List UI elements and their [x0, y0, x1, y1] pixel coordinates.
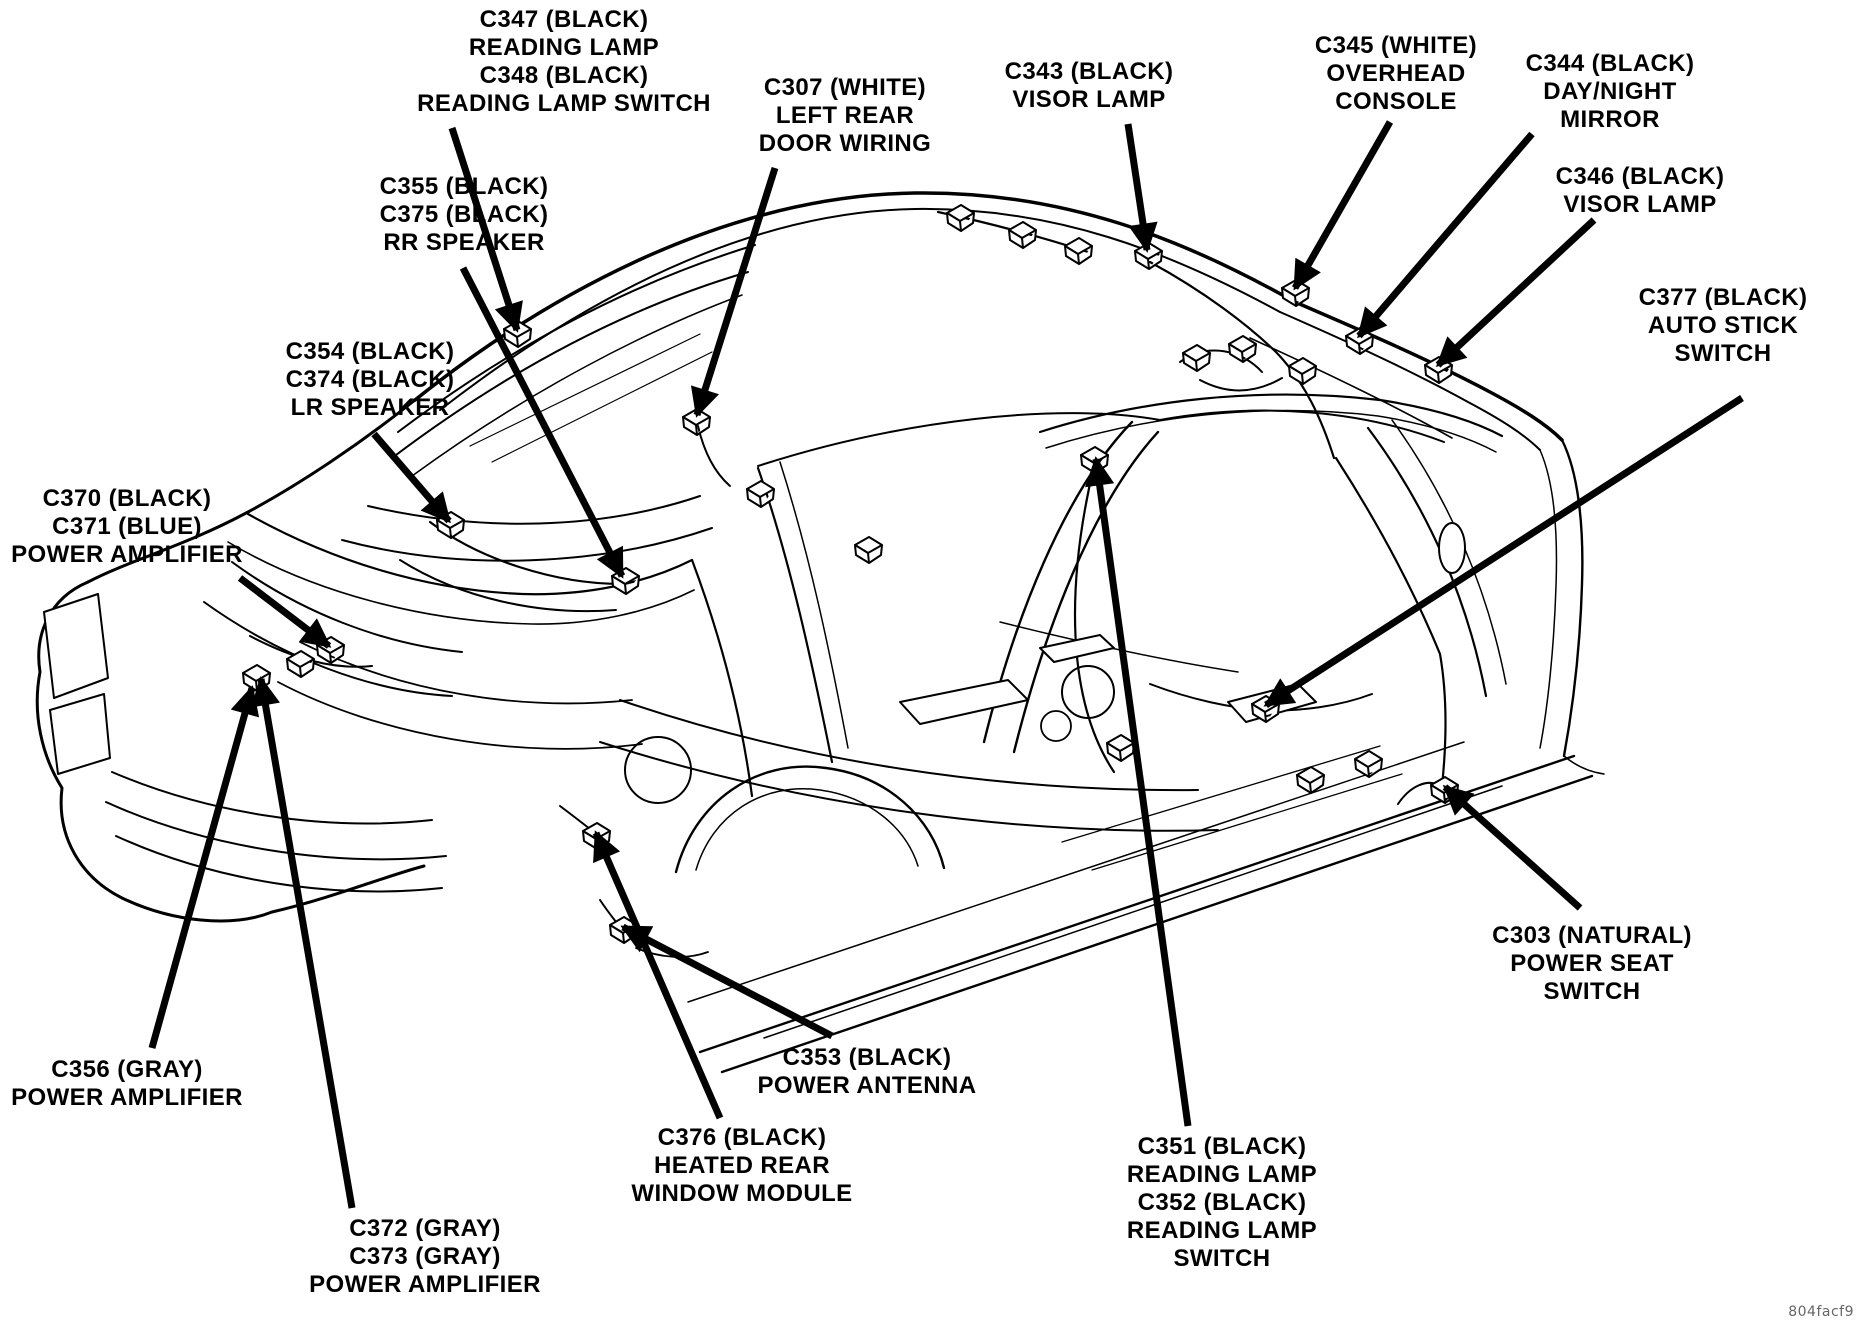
body-panel-shape [900, 680, 1028, 724]
body-line [764, 786, 1502, 1038]
connector-label-line: C355 (BLACK) [379, 173, 549, 200]
connector-label-line: LR SPEAKER [290, 394, 450, 421]
connector-label-line: AUTO STICK [1647, 312, 1799, 339]
body-line [1280, 312, 1540, 450]
connector-label-line: READING LAMP SWITCH [417, 90, 711, 117]
body-detail-circle [625, 737, 691, 803]
connector-label-line: VISOR LAMP [1012, 86, 1166, 113]
body-line [1062, 746, 1380, 842]
connector-label-line: C373 (GRAY) [349, 1243, 501, 1270]
body-detail-circle [1062, 666, 1114, 718]
body-panel-shape [50, 694, 110, 774]
connector-label-line: DOOR WIRING [758, 130, 932, 157]
connector-label-line: POWER AMPLIFIER [11, 541, 243, 568]
connector-label-line: C356 (GRAY) [51, 1056, 203, 1083]
callout-arrow-c376 [596, 833, 720, 1118]
connector-label-line: C353 (BLACK) [782, 1044, 952, 1071]
connector-label-line: POWER AMPLIFIER [11, 1084, 243, 1111]
wiring-connector-glyph [1355, 751, 1382, 777]
wiring-connector-glyph [243, 665, 270, 691]
connector-label-line: POWER SEAT [1510, 950, 1674, 977]
wiring-connector-glyph [1107, 735, 1134, 761]
connector-label-line: C351 (BLACK) [1137, 1133, 1307, 1160]
body-detail-oval [1439, 523, 1465, 573]
connector-label-line: MIRROR [1560, 106, 1660, 133]
callout-arrow-c347-c348 [452, 128, 517, 330]
body-line [1046, 411, 1496, 452]
connector-label-line: C376 (BLACK) [657, 1124, 827, 1151]
callout-arrow-c354-c374 [374, 434, 449, 521]
connector-label-line: VISOR LAMP [1563, 191, 1717, 218]
connector-label-line: HEATED REAR [654, 1152, 830, 1179]
callout-arrow-c307 [697, 168, 775, 415]
connector-label-line: C348 (BLACK) [479, 62, 649, 89]
callout-arrows [152, 122, 1742, 1208]
callout-arrow-c351-c352 [1096, 459, 1188, 1126]
body-line [116, 836, 442, 891]
body-line [342, 528, 712, 561]
wiring-connector-glyph [1297, 767, 1324, 793]
connector-label-line: C344 (BLACK) [1525, 50, 1695, 77]
callout-arrow-c346 [1438, 220, 1594, 365]
callout-arrow-c355-c375 [463, 268, 622, 576]
connector-label-line: RR SPEAKER [383, 229, 545, 256]
connector-label-line: C370 (BLACK) [42, 485, 212, 512]
watermark-code: 804facf9 [1788, 1304, 1854, 1320]
body-line [1564, 756, 1604, 774]
body-line [1368, 428, 1486, 696]
body-line [780, 462, 848, 748]
connector-label-line: SWITCH [1674, 340, 1772, 367]
body-line [440, 209, 1280, 410]
body-line [696, 789, 918, 870]
connector-label-line: C375 (BLACK) [379, 201, 549, 228]
callout-arrow-c345 [1295, 122, 1390, 288]
connector-label-line: DAY/NIGHT [1543, 78, 1677, 105]
connector-label-line: POWER ANTENNA [757, 1072, 977, 1099]
wiring-connector-glyph [855, 537, 882, 563]
body-line [1250, 338, 1452, 438]
body-line [400, 560, 616, 611]
body-line [1040, 395, 1502, 436]
body-line [112, 772, 432, 823]
connector-label-line: C307 (WHITE) [763, 74, 927, 101]
callout-arrow-c303 [1445, 787, 1580, 908]
connector-label-line: OVERHEAD [1326, 60, 1466, 87]
connector-label-line: SWITCH [1173, 1245, 1271, 1272]
wiring-connector-glyph [1229, 336, 1256, 362]
connector-label-line: C354 (BLACK) [285, 338, 455, 365]
connector-label-line: C346 (BLACK) [1555, 163, 1725, 190]
connector-label-line: C352 (BLACK) [1137, 1189, 1307, 1216]
body-line [692, 560, 752, 796]
body-line [1075, 466, 1114, 772]
connector-label-line: C343 (BLACK) [1004, 58, 1174, 85]
body-line [698, 426, 730, 486]
body-panel-shape [44, 594, 108, 698]
body-line [676, 767, 944, 872]
connector-label-line: C372 (GRAY) [349, 1215, 501, 1242]
connector-label-line: READING LAMP [468, 34, 660, 61]
body-line [278, 682, 642, 749]
body-line [1562, 440, 1582, 756]
body-line [688, 742, 1464, 1002]
body-line [106, 802, 446, 859]
connector-label-line: LEFT REAR [775, 102, 915, 129]
callout-arrow-c353 [623, 927, 832, 1036]
body-line [300, 642, 632, 703]
connector-label-line: POWER AMPLIFIER [309, 1271, 541, 1298]
connector-label-line: SWITCH [1543, 978, 1641, 1005]
body-line [368, 496, 700, 524]
connector-label-line: CONSOLE [1335, 88, 1457, 115]
body-line [1540, 450, 1556, 748]
body-detail-circle [1041, 711, 1071, 741]
callout-arrow-c372-c373 [261, 679, 352, 1208]
connector-label-line: C371 (BLUE) [52, 513, 202, 540]
connector-label-line: C303 (NATURAL) [1492, 922, 1692, 949]
body-line [415, 193, 1295, 400]
connector-label-line: C374 (BLACK) [285, 366, 455, 393]
wiring-connector-glyph [1289, 358, 1316, 384]
connector-label-line: C347 (BLACK) [479, 6, 649, 33]
connector-label-line: C377 (BLACK) [1638, 284, 1808, 311]
callout-arrow-c377 [1266, 398, 1742, 705]
callout-arrow-c356 [152, 688, 252, 1048]
connector-label-line: READING LAMP [1126, 1161, 1318, 1188]
connector-label-line: WINDOW MODULE [631, 1180, 853, 1207]
body-line [412, 295, 742, 476]
connector-label-line: C345 (WHITE) [1314, 32, 1478, 59]
body-line [1200, 378, 1282, 390]
wiring-connector-glyph [1183, 345, 1210, 371]
connector-label-line: READING LAMP [1126, 1217, 1318, 1244]
